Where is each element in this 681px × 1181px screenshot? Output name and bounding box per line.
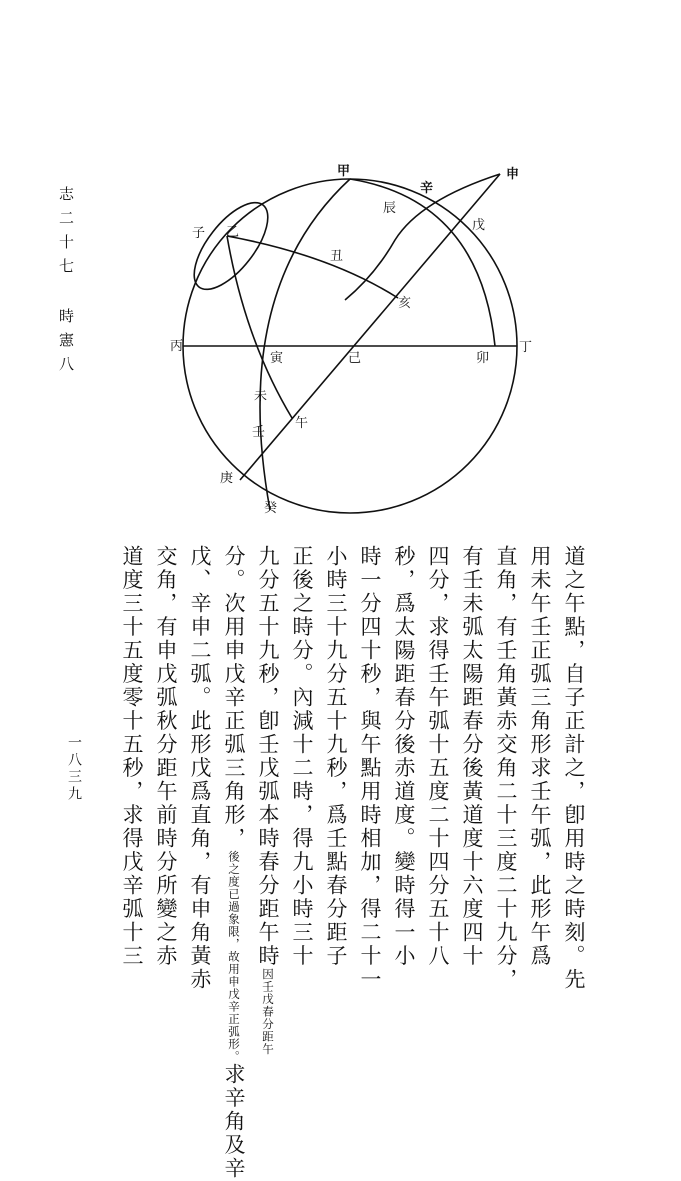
chapter-label: 志二十七 bbox=[57, 186, 75, 282]
text-column-8: 小時三十九分五十九秒，爲壬點春分距子 bbox=[324, 545, 348, 968]
label-ding: 丁 bbox=[519, 340, 533, 355]
label-shen: 申 bbox=[506, 167, 520, 182]
label-chou: 丑 bbox=[330, 249, 344, 264]
page-number: 一八三九 bbox=[66, 735, 82, 803]
geng-shen-line bbox=[240, 174, 500, 480]
text-column-1: 道之午點，自子正計之，卽用時之時刻。先 bbox=[562, 545, 586, 992]
column-11-note: 後之度已過象限，故用申戊辛正弧形。 bbox=[227, 850, 241, 1063]
column-11-text-after: 求辛角及辛 bbox=[222, 1063, 246, 1181]
label-mao: 卯 bbox=[476, 351, 490, 366]
text-column-12: 戊、辛申二弧。此形戊爲直角，有申角黃赤 bbox=[188, 545, 212, 992]
jia-gui-arc bbox=[260, 179, 350, 510]
label-geng: 庚 bbox=[220, 471, 234, 486]
text-column-5: 四分，求得壬午弧十五度二十四分五十八 bbox=[426, 545, 450, 968]
label-yin: 寅 bbox=[270, 351, 284, 366]
column-10-note: 因壬戊春分距午 bbox=[261, 968, 275, 1056]
text-column-3: 直角，有壬角黃赤交角二十三度二十九分， bbox=[494, 545, 518, 992]
spherical-trig-diagram bbox=[150, 150, 550, 520]
label-gui: 癸 bbox=[264, 501, 278, 516]
label-ren: 壬 bbox=[252, 425, 266, 440]
label-hai: 亥 bbox=[398, 296, 412, 311]
column-10-text: 九分五十九秒，卽壬戊弧本時春分距午時 bbox=[256, 545, 280, 968]
label-xin: 辛 bbox=[420, 181, 434, 196]
text-column-4: 有壬未弧太陽距春分後黃道度十六度四十 bbox=[460, 545, 484, 968]
label-chen: 辰 bbox=[383, 201, 397, 216]
column-11-text: 分。次用申戊辛正弧三角形， bbox=[222, 545, 246, 851]
label-bing: 丙 bbox=[170, 339, 184, 354]
small-ellipse bbox=[181, 191, 281, 301]
label-yi: 乙 bbox=[226, 225, 240, 240]
text-column-11 bbox=[220, 545, 248, 1181]
jia-mao-arc bbox=[350, 179, 495, 346]
label-ji: 己 bbox=[348, 351, 362, 366]
text-column-14: 道度三十五度零十五秒，求得戊辛弧十三 bbox=[120, 545, 144, 968]
text-column-2: 用未午壬正弧三角形求壬午弧，此形午爲 bbox=[528, 545, 552, 968]
yi-chou-hai-arc bbox=[227, 236, 398, 298]
text-column-6: 秒，爲太陽距春分後赤道度。變時得一小 bbox=[392, 545, 416, 968]
section-label: 時憲八 bbox=[57, 308, 75, 380]
label-zi: 子 bbox=[192, 226, 206, 241]
label-jia: 甲 bbox=[337, 164, 351, 179]
label-wu-branch: 午 bbox=[295, 416, 309, 431]
text-column-7: 時一分四十秒，與午點用時相加，得二十一 bbox=[358, 545, 382, 992]
text-column-13: 交角，有申戊弧秋分距午前時分所變之赤 bbox=[154, 545, 178, 968]
text-column-9: 正後之時分。內減十二時，得九小時三十 bbox=[290, 545, 314, 968]
point-labels bbox=[170, 164, 532, 516]
text-column-10 bbox=[254, 545, 282, 1056]
label-wu-stem: 戊 bbox=[472, 218, 486, 233]
label-wei: 未 bbox=[254, 389, 268, 404]
running-head bbox=[56, 186, 77, 380]
